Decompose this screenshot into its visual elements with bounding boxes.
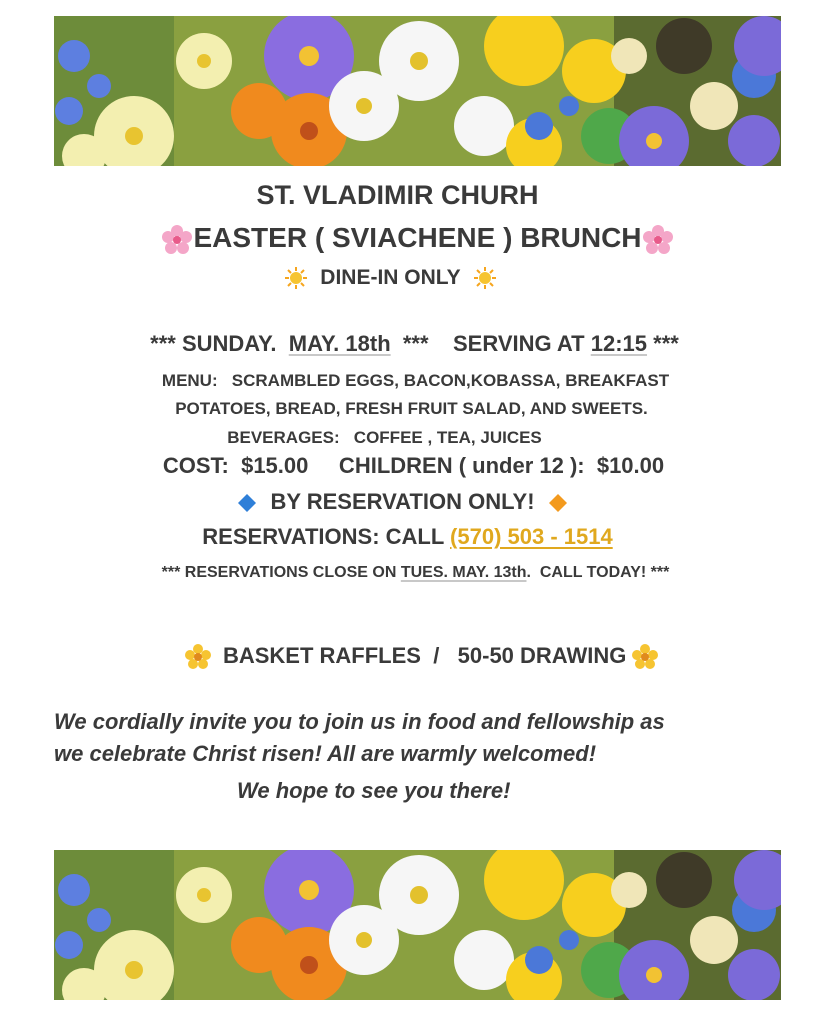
close-date: TUES. MAY. 13th bbox=[400, 564, 527, 581]
reservation-only-line bbox=[0, 489, 820, 515]
church-title: ST. VLADIMIR CHURH bbox=[256, 180, 539, 210]
floral-image bbox=[54, 850, 781, 1000]
close-suffix: . CALL TODAY! *** bbox=[526, 564, 670, 581]
schedule-middle: *** SERVING AT bbox=[402, 331, 585, 356]
call-label: RESERVATIONS: CALL bbox=[202, 524, 444, 549]
schedule-line bbox=[0, 331, 832, 357]
invite-line-1: We cordially invite you to join us in food and fellowship as bbox=[54, 709, 665, 734]
beverages-line: BEVERAGES: COFFEE , TEA, JUICES bbox=[227, 428, 542, 447]
raffle-line bbox=[0, 617, 833, 670]
sun-icon bbox=[473, 266, 497, 290]
dine-line bbox=[0, 266, 808, 290]
floral-banner-top bbox=[54, 16, 781, 166]
schedule-suffix: *** bbox=[653, 331, 679, 356]
cherry-blossom-icon bbox=[161, 224, 193, 256]
cherry-blossom-icon bbox=[642, 224, 674, 256]
blue-diamond-icon bbox=[236, 492, 258, 514]
invite-line-3: We hope to see you there! bbox=[237, 778, 511, 803]
reservation-close-line bbox=[0, 564, 833, 582]
event-title: EASTER ( SVIACHENE ) BRUNCH bbox=[193, 222, 642, 253]
phone-number-link[interactable]: (570) 503 - 1514 bbox=[450, 524, 613, 549]
floral-banner-bottom bbox=[54, 850, 781, 1000]
reservation-only-label: BY RESERVATION ONLY! bbox=[270, 489, 535, 514]
raffle-label: BASKET RAFFLES / 50-50 DRAWING bbox=[222, 643, 627, 668]
orange-diamond-icon bbox=[547, 492, 569, 514]
reservation-call-line bbox=[0, 524, 825, 550]
menu-line-2: POTATOES, BREAD, FRESH FRUIT SALAD, AND SWEETS. bbox=[175, 399, 648, 418]
menu-line-1: MENU: SCRAMBLED EGGS, BACON,KOBASSA, BREAKFAST bbox=[161, 371, 670, 390]
event-date: MAY. 18th bbox=[288, 331, 391, 356]
dine-in-label: DINE-IN ONLY bbox=[320, 266, 461, 289]
blossom-icon bbox=[185, 644, 211, 670]
invite-line-2: we celebrate Christ risen! All are warmly welcomed! bbox=[54, 741, 597, 766]
serving-time: 12:15 bbox=[590, 331, 648, 356]
sun-icon bbox=[284, 266, 308, 290]
blossom-icon bbox=[632, 644, 658, 670]
event-title-line bbox=[0, 222, 835, 256]
floral-image bbox=[54, 16, 781, 166]
cost-line: COST: $15.00 CHILDREN ( under 12 ): $10.00 bbox=[162, 453, 665, 478]
close-prefix: *** RESERVATIONS CLOSE ON bbox=[161, 564, 397, 581]
schedule-prefix: *** SUNDAY. bbox=[150, 331, 277, 356]
